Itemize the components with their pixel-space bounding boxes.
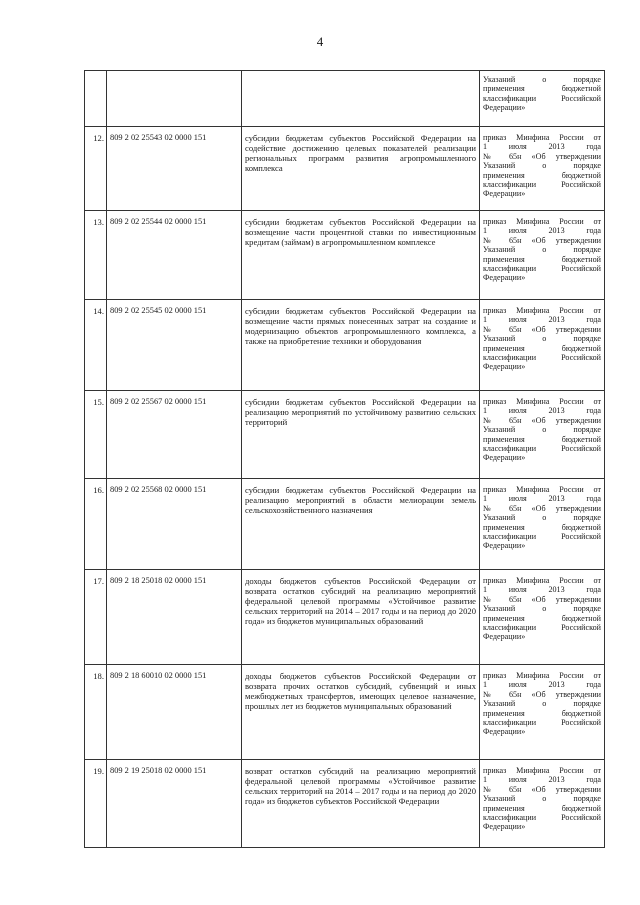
basis-line: классификации Российской <box>483 532 601 542</box>
basis-line: классификации Российской <box>483 444 601 454</box>
description-cell <box>242 71 480 127</box>
basis-line: классификации Российской <box>483 353 601 363</box>
basis-line: применения бюджетной <box>483 613 601 623</box>
description-cell: субсидии бюджетам субъектов Российской Федерации на возмещение части процентной ставки по инвестиционным кредитам (займам) в агропромышленном комплексе <box>242 211 480 300</box>
description-cell: доходы бюджетов субъектов Российской Федерации от возврата прочих остатков субсидий, субвенций и иных межбюджетных трансфертов, имеющих целевое назначение, прошлых лет из бюджетов муниципальных образований <box>242 665 480 760</box>
basis-line: № 65н «Об утверждении <box>483 503 601 513</box>
basis-line: приказ Минфина России от <box>483 671 601 680</box>
row-number-cell <box>85 71 107 127</box>
basis-line: классификации Российской <box>483 623 601 633</box>
basis-line: приказ Минфина России от <box>483 217 601 226</box>
basis-line: классификации Российской <box>483 180 601 190</box>
basis-cell <box>480 300 605 391</box>
basis-cell <box>480 760 605 848</box>
basis-line: применения бюджетной <box>483 170 601 180</box>
basis-line: применения бюджетной <box>483 803 601 813</box>
basis-line: классификации Российской <box>483 93 601 103</box>
basis-line: 1 июля 2013 года <box>483 406 601 416</box>
basis-line: № 65н «Об утверждении <box>483 235 601 245</box>
description-cell: субсидии бюджетам субъектов Российской Федерации на реализацию мероприятий по устойчивому развитию сельских территорий <box>242 391 480 479</box>
basis-cell <box>480 665 605 760</box>
table-row <box>85 391 605 479</box>
description-cell: возврат остатков субсидий на реализацию мероприятий федеральной целевой программы «Устойчивое развитие сельских территорий на 2014 – 2017 годы и на период до 2020 года» из бюджетов субъектов Российской Федерации <box>242 760 480 848</box>
table-row <box>85 570 605 665</box>
table-row <box>85 665 605 760</box>
basis-line: приказ Минфина России от <box>483 133 601 142</box>
basis-line: приказ Минфина России от <box>483 485 601 494</box>
basis-line: № 65н «Об утверждении <box>483 594 601 604</box>
table-row <box>85 127 605 211</box>
basis-line: Указаний о порядке <box>483 334 601 344</box>
basis-line: Указаний о порядке <box>483 699 601 709</box>
row-number-cell: 19. <box>85 760 107 848</box>
basis-line: Федерации» <box>483 541 526 551</box>
row-number-cell: 18. <box>85 665 107 760</box>
basis-cell <box>480 479 605 570</box>
basis-line: № 65н «Об утверждении <box>483 324 601 334</box>
basis-line: № 65н «Об утверждении <box>483 151 601 161</box>
basis-cell <box>480 211 605 300</box>
basis-cell <box>480 71 605 127</box>
basis-line: Федерации» <box>483 189 526 199</box>
basis-line: приказ Минфина России от <box>483 397 601 406</box>
basis-line: № 65н «Об утверждении <box>483 784 601 794</box>
basis-line: применения бюджетной <box>483 84 601 94</box>
basis-cell <box>480 391 605 479</box>
table-row <box>85 479 605 570</box>
code-cell: 809 2 02 25545 02 0000 151 <box>107 300 242 391</box>
row-number-cell: 14. <box>85 300 107 391</box>
code-cell: 809 2 18 60010 02 0000 151 <box>107 665 242 760</box>
code-cell: 809 2 02 25544 02 0000 151 <box>107 211 242 300</box>
basis-line: 1 июля 2013 года <box>483 680 601 690</box>
table-body <box>85 71 605 848</box>
basis-line: применения бюджетной <box>483 522 601 532</box>
code-cell: 809 2 02 25567 02 0000 151 <box>107 391 242 479</box>
code-cell: 809 2 19 25018 02 0000 151 <box>107 760 242 848</box>
continuation-row <box>85 71 605 127</box>
basis-cell <box>480 570 605 665</box>
codes-table <box>84 70 605 848</box>
code-cell <box>107 71 242 127</box>
basis-line: приказ Минфина России от <box>483 576 601 585</box>
basis-line: Федерации» <box>483 273 526 283</box>
table-row <box>85 760 605 848</box>
row-number-cell: 12. <box>85 127 107 211</box>
basis-line: Указаний о порядке <box>483 794 601 804</box>
basis-line: Федерации» <box>483 632 526 642</box>
basis-line: применения бюджетной <box>483 434 601 444</box>
basis-line: 1 июля 2013 года <box>483 142 601 152</box>
basis-line: № 65н «Об утверждении <box>483 415 601 425</box>
basis-line: Указаний о порядке <box>483 75 601 84</box>
row-number-cell: 17. <box>85 570 107 665</box>
basis-line: классификации Российской <box>483 813 601 823</box>
basis-line: классификации Российской <box>483 264 601 274</box>
basis-line: приказ Минфина России от <box>483 766 601 775</box>
table-row <box>85 300 605 391</box>
basis-line: применения бюджетной <box>483 254 601 264</box>
description-cell: субсидии бюджетам субъектов Российской Федерации на содействие достижению целевых показателей реализации региональных программ развития агропромышленного комплекса <box>242 127 480 211</box>
basis-line: классификации Российской <box>483 718 601 728</box>
code-cell: 809 2 02 25543 02 0000 151 <box>107 127 242 211</box>
description-cell: субсидии бюджетам субъектов Российской Федерации на реализацию мероприятий в области мелиорации земель сельскохозяйственного назначения <box>242 479 480 570</box>
basis-line: 1 июля 2013 года <box>483 585 601 595</box>
basis-line: 1 июля 2013 года <box>483 315 601 325</box>
basis-line: Федерации» <box>483 453 526 463</box>
basis-line: Указаний о порядке <box>483 425 601 435</box>
basis-line: применения бюджетной <box>483 343 601 353</box>
table-row <box>85 211 605 300</box>
basis-line: 1 июля 2013 года <box>483 494 601 504</box>
basis-line: Федерации» <box>483 103 526 113</box>
basis-line: Федерации» <box>483 822 526 832</box>
description-cell: доходы бюджетов субъектов Российской Федерации от возврата остатков субсидий на реализацию мероприятий федеральной целевой программы «Устойчивое развитие сельских территорий на 2014 – 2017 годы и на период до 2020 года» из бюджетов муниципальных образований <box>242 570 480 665</box>
basis-line: Указаний о порядке <box>483 245 601 255</box>
description-cell: субсидии бюджетам субъектов Российской Федерации на возмещение части прямых понесенных затрат на создание и модернизацию объектов агропромышленного комплекса, а также на приобретение техники и оборудования <box>242 300 480 391</box>
row-number-cell: 13. <box>85 211 107 300</box>
basis-line: Указаний о порядке <box>483 513 601 523</box>
basis-line: применения бюджетной <box>483 708 601 718</box>
basis-line: приказ Минфина России от <box>483 306 601 315</box>
basis-line: Федерации» <box>483 727 526 737</box>
row-number-cell: 15. <box>85 391 107 479</box>
basis-line: Федерации» <box>483 362 526 372</box>
basis-line: Указаний о порядке <box>483 604 601 614</box>
basis-line: 1 июля 2013 года <box>483 226 601 236</box>
code-cell: 809 2 02 25568 02 0000 151 <box>107 479 242 570</box>
page-number: 4 <box>316 34 324 49</box>
basis-cell <box>480 127 605 211</box>
row-number-cell: 16. <box>85 479 107 570</box>
code-cell: 809 2 18 25018 02 0000 151 <box>107 570 242 665</box>
basis-line: Указаний о порядке <box>483 161 601 171</box>
basis-line: № 65н «Об утверждении <box>483 689 601 699</box>
basis-line: 1 июля 2013 года <box>483 775 601 785</box>
